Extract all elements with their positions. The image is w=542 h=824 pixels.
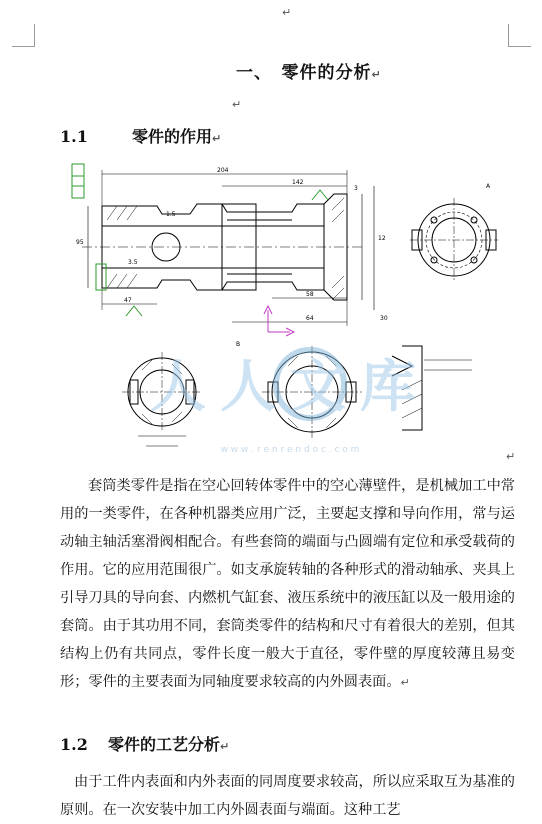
heading-1-2 — [60, 732, 229, 755]
paragraph-mark: ↵ — [371, 68, 382, 81]
paragraph-mark: ↵ — [232, 98, 242, 111]
paragraph-process — [60, 768, 515, 824]
watermark-text: 人人文库 — [150, 355, 430, 420]
page-corner-mark-top-left — [12, 24, 35, 47]
paragraph-text: 套筒类零件是指在空心回转体零件中的空心薄壁件，是机械加工中常用的一类零件，在各种机器类应用广泛，主要起支撑和导向作用，常与运动轴主轴活塞滑阀相配合。有些套筒的端面与凸圆端有定位和承受载荷的作用。它的应用范围很广。如支承旋转轴的各种形式的滑动轴承、夹具上引导刀具的导向套、内燃机气缸套、液压系统中的液压缸以及一般用途的套筒。由于其功用不同，套筒类零件的结构和尺寸有着很大的差别，但其结构上仍有共同点，零件长度一般大于直径，零件壁的厚度较薄且易变形；零件的主要表面为同轴度要求较高的内外圆表面。 — [60, 478, 515, 690]
heading-text: 零件的作用 — [132, 127, 213, 146]
dimension-label: B — [236, 341, 241, 348]
dimension-label: 204 — [217, 167, 229, 174]
dimension-label: 30 — [380, 315, 388, 322]
paragraph-function — [60, 472, 515, 697]
dimension-label: 47 — [124, 297, 132, 304]
dimension-label: 3 — [354, 185, 358, 192]
paragraph-mark: ↵ — [282, 6, 292, 19]
paragraph-text: 由于工件内表面和内外表面的同周度要求较高，所以应采取互为基准的原则。在一次安装中加工内外圆表面与端面。这种工艺 — [60, 774, 515, 818]
dimension-label: 64 — [306, 315, 314, 322]
dimension-label: 3.5 — [128, 259, 138, 266]
paragraph-mark: ↵ — [400, 676, 410, 689]
heading-number: 1.1 — [60, 127, 88, 146]
paragraph-mark: ↵ — [212, 132, 222, 145]
heading-text: 零件的工艺分析 — [108, 735, 221, 754]
dimension-label: 12 — [378, 235, 386, 242]
section-title — [236, 58, 382, 83]
paragraph-mark: ↵ — [506, 450, 516, 463]
section-title-text: 一、 零件的分析 — [236, 63, 372, 83]
watermark-url: w w w . r e n r e n d o c . c o m — [220, 445, 360, 455]
dimension-label: 1.5 — [166, 211, 176, 218]
paragraph-mark: ↵ — [220, 740, 230, 753]
heading-1-1 — [60, 124, 221, 147]
dimension-label: 58 — [306, 291, 314, 298]
dimension-label: 95 — [76, 239, 84, 246]
dimension-label: A — [486, 183, 491, 190]
dimension-label: 142 — [292, 179, 304, 186]
page-corner-mark-top-right — [508, 24, 531, 47]
engineering-drawing — [62, 160, 518, 456]
watermark — [150, 350, 430, 455]
heading-number: 1.2 — [60, 735, 88, 754]
